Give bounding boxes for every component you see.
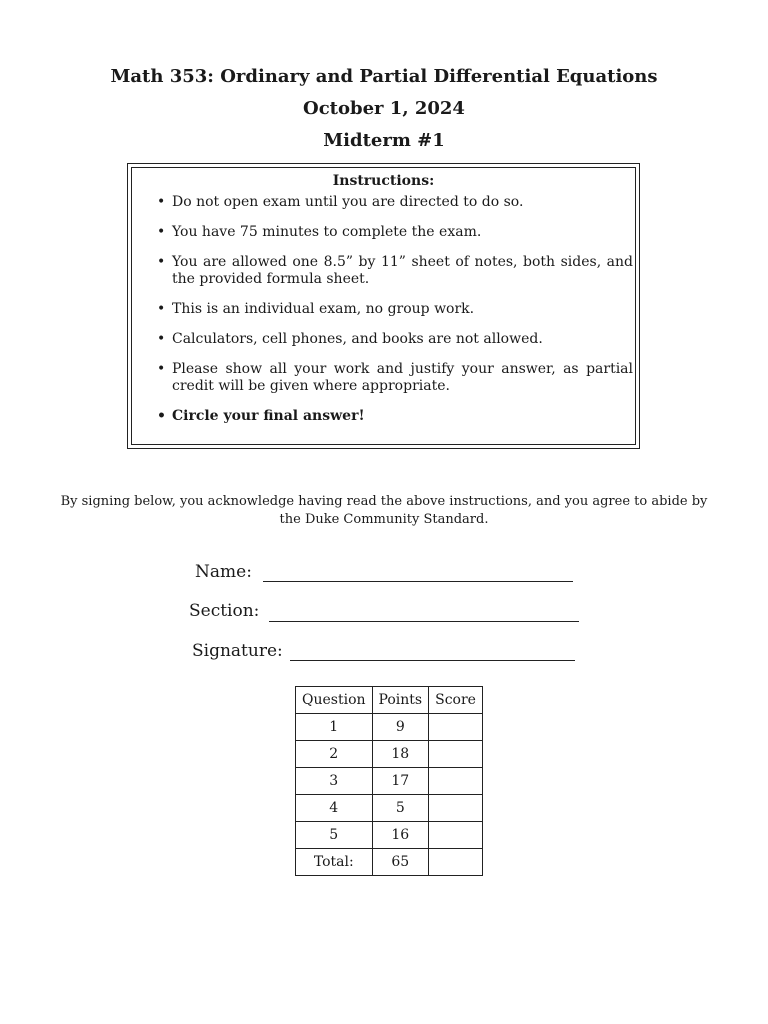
instruction-item: • Calculators, cell phones, and books are not allowed. bbox=[172, 331, 633, 348]
question-cell: 3 bbox=[296, 768, 373, 795]
score-cell[interactable] bbox=[429, 822, 483, 849]
score-cell[interactable] bbox=[429, 768, 483, 795]
instruction-item: • Do not open exam until you are directed to do so. bbox=[172, 194, 633, 211]
signature-label: Signature: bbox=[192, 641, 283, 661]
points-cell: 9 bbox=[372, 714, 429, 741]
question-cell: 2 bbox=[296, 741, 373, 768]
table-header-row bbox=[296, 687, 483, 714]
table-row bbox=[296, 822, 483, 849]
acknowledgement-text: By signing below, you acknowledge having read the above instructions, and you agree to abide by the Duke Community Standard. bbox=[60, 494, 708, 527]
points-cell: 16 bbox=[372, 822, 429, 849]
table-row bbox=[296, 741, 483, 768]
column-header-points: Points bbox=[372, 687, 429, 714]
exam-date: October 1, 2024 bbox=[303, 98, 465, 119]
table-row bbox=[296, 768, 483, 795]
total-score-cell[interactable] bbox=[429, 849, 483, 876]
total-points-cell: 65 bbox=[372, 849, 429, 876]
points-cell: 18 bbox=[372, 741, 429, 768]
question-cell: 4 bbox=[296, 795, 373, 822]
instructions-box bbox=[127, 163, 640, 449]
points-cell: 17 bbox=[372, 768, 429, 795]
question-cell: 1 bbox=[296, 714, 373, 741]
instruction-item-emphasis: • Circle your final answer! bbox=[172, 408, 633, 425]
table-row bbox=[296, 795, 483, 822]
instruction-item: • You are allowed one 8.5” by 11” sheet of notes, both sides, and the provided formula sheet. bbox=[172, 254, 633, 288]
instructions-heading: Instructions: bbox=[332, 173, 435, 189]
instruction-item: • You have 75 minutes to complete the exam. bbox=[172, 224, 633, 241]
points-cell: 5 bbox=[372, 795, 429, 822]
table-row bbox=[296, 714, 483, 741]
column-header-score: Score bbox=[429, 687, 483, 714]
exam-title: Midterm #1 bbox=[323, 130, 445, 151]
section-line[interactable] bbox=[269, 621, 579, 622]
score-cell[interactable] bbox=[429, 741, 483, 768]
instruction-item: • Please show all your work and justify your answer, as partial credit will be given where appropriate. bbox=[172, 361, 633, 395]
column-header-question: Question bbox=[296, 687, 373, 714]
total-label-cell: Total: bbox=[296, 849, 373, 876]
table-row-total bbox=[296, 849, 483, 876]
signature-line[interactable] bbox=[290, 660, 575, 661]
name-line[interactable] bbox=[263, 581, 573, 582]
question-cell: 5 bbox=[296, 822, 373, 849]
instructions-box-inner bbox=[131, 167, 636, 445]
section-label: Section: bbox=[189, 601, 260, 621]
name-label: Name: bbox=[195, 562, 252, 582]
instruction-item: • This is an individual exam, no group work. bbox=[172, 301, 633, 318]
course-title: Math 353: Ordinary and Partial Differential Equations bbox=[110, 66, 658, 87]
score-cell[interactable] bbox=[429, 714, 483, 741]
score-table bbox=[295, 686, 483, 876]
score-cell[interactable] bbox=[429, 795, 483, 822]
instructions-list bbox=[132, 194, 635, 438]
